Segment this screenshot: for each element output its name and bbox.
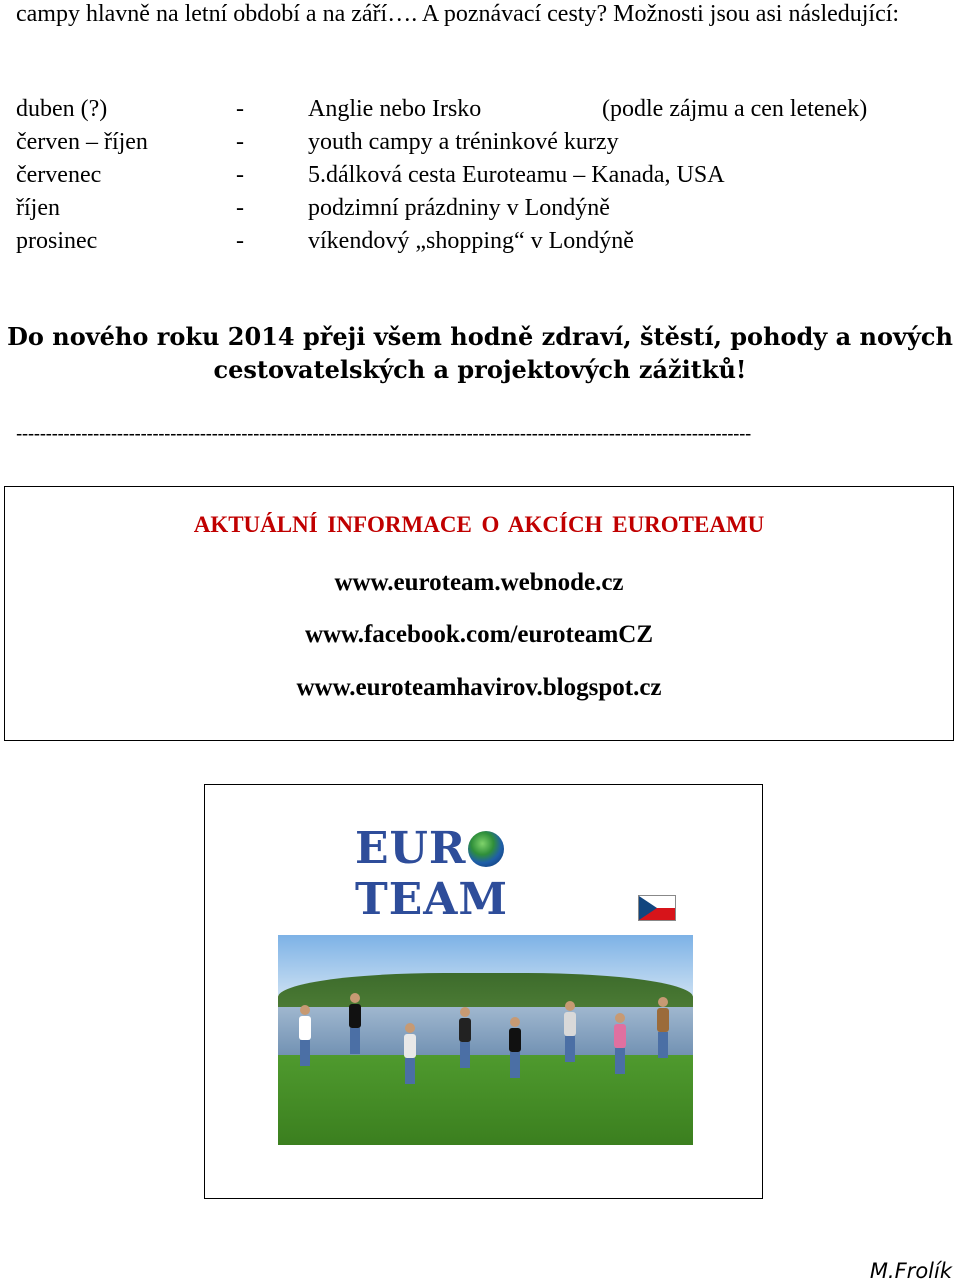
facebook-link[interactable]: www.facebook.com/euroteamCZ bbox=[304, 621, 654, 648]
schedule-row bbox=[16, 129, 946, 162]
schedule-dash: - bbox=[236, 96, 244, 122]
person-figure bbox=[508, 1017, 522, 1081]
person-figure bbox=[348, 993, 362, 1057]
logo-text-right: TEAM bbox=[355, 874, 509, 925]
schedule-event: víkendový „shopping“ v Londýně bbox=[308, 228, 634, 254]
poster-image bbox=[204, 784, 763, 1199]
schedule-event: 5.dálková cesta Euroteamu – Kanada, USA bbox=[308, 162, 725, 188]
schedule-dash: - bbox=[236, 129, 244, 155]
schedule-period: červen – říjen bbox=[16, 129, 148, 155]
schedule-list bbox=[16, 96, 946, 261]
photo-lake bbox=[278, 1007, 693, 1059]
schedule-period: prosinec bbox=[16, 228, 98, 254]
new-year-greeting bbox=[0, 320, 960, 386]
schedule-dash: - bbox=[236, 162, 244, 188]
logo-text-left: EUR bbox=[355, 823, 467, 874]
group-photo bbox=[278, 935, 693, 1145]
schedule-row bbox=[16, 195, 946, 228]
euroteam-logo bbox=[355, 823, 645, 925]
schedule-note: (podle zájmu a cen letenek) bbox=[602, 96, 868, 122]
schedule-row bbox=[16, 162, 946, 195]
person-figure bbox=[563, 1001, 577, 1065]
schedule-dash: - bbox=[236, 228, 244, 254]
website-link[interactable]: www.euroteam.webnode.cz bbox=[334, 569, 624, 596]
info-box bbox=[4, 486, 954, 741]
info-title: AKTUÁLNÍ INFORMACE O AKCÍCH EUROTEAMU bbox=[193, 512, 765, 537]
schedule-period: říjen bbox=[16, 195, 60, 221]
blog-link[interactable]: www.euroteamhavirov.blogspot.cz bbox=[296, 674, 662, 701]
czech-flag-icon bbox=[638, 895, 676, 921]
schedule-event: youth campy a tréninkové kurzy bbox=[308, 129, 619, 155]
schedule-event: podzimní prázdniny v Londýně bbox=[308, 195, 610, 221]
author-signature: M.Frolík bbox=[869, 1259, 952, 1283]
photo-grass bbox=[278, 1055, 693, 1145]
dashed-divider: ---------------------------------------------------------------------------------------------------------------------------- bbox=[16, 424, 751, 445]
schedule-row bbox=[16, 96, 946, 129]
schedule-event: Anglie nebo Irsko bbox=[308, 96, 482, 122]
globe-icon bbox=[468, 831, 504, 867]
intro-text: campy hlavně na letní období a na září…. A poznávací cesty? Možnosti jsou asi následující: bbox=[16, 1, 900, 27]
person-figure bbox=[656, 997, 670, 1061]
greeting-line: Do nového roku 2014 přeji všem hodně zdraví, štěstí, pohody a nových bbox=[7, 322, 953, 351]
schedule-period: duben (?) bbox=[16, 96, 108, 122]
schedule-dash: - bbox=[236, 195, 244, 221]
person-figure bbox=[403, 1023, 417, 1087]
person-figure bbox=[298, 1005, 312, 1069]
person-figure bbox=[458, 1007, 472, 1071]
schedule-row bbox=[16, 228, 946, 261]
person-figure bbox=[613, 1013, 627, 1077]
schedule-period: červenec bbox=[16, 162, 102, 188]
greeting-line: cestovatelských a projektových zážitků! bbox=[213, 355, 747, 384]
